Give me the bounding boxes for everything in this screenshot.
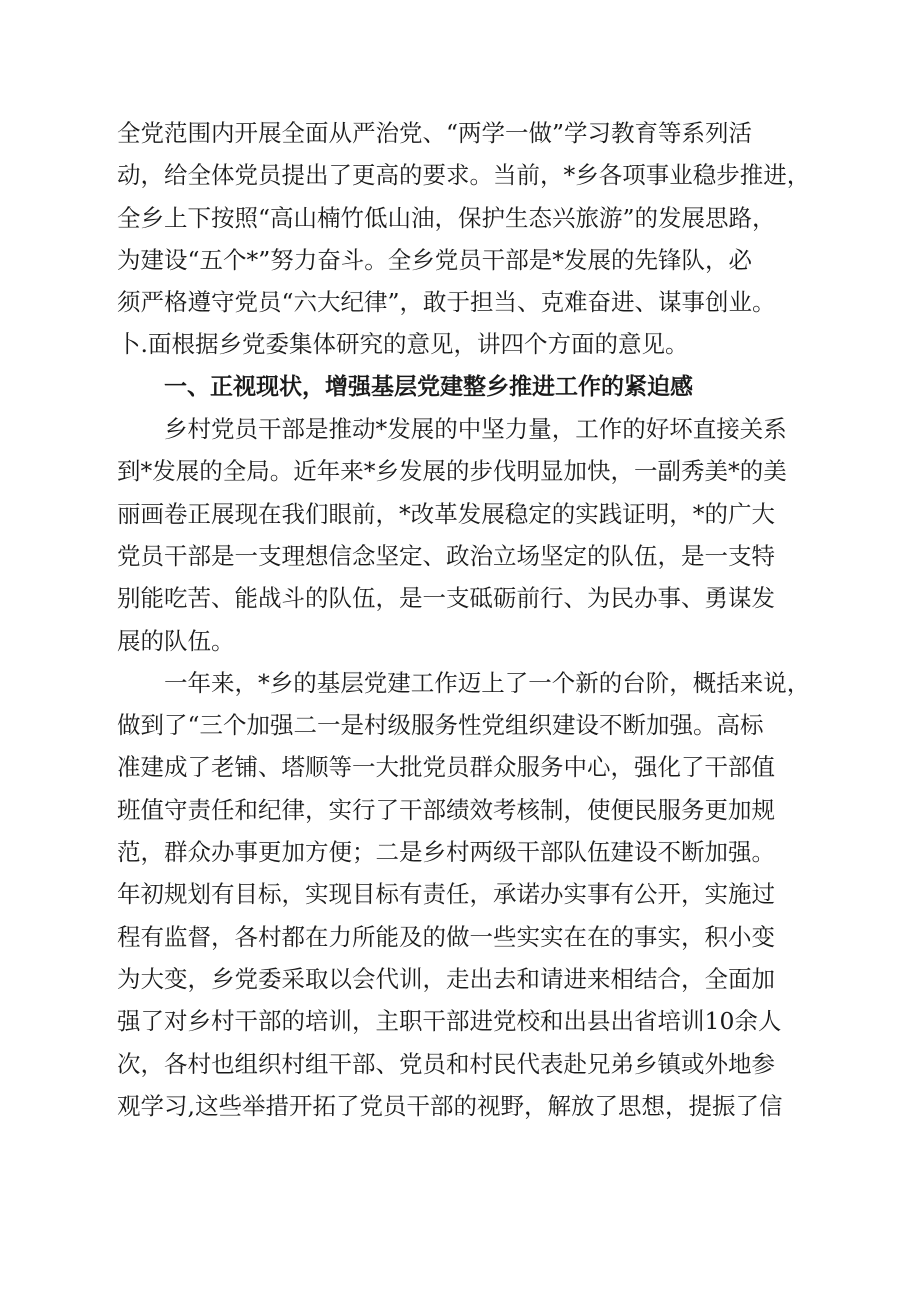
body-line: 到*发展的全局。近年来*乡发展的步伐明显加快，一副秀美*的美 [117, 457, 787, 486]
body-line: 党员干部是一支理想信念坚定、政治立场坚定的队伍，是一支特 [117, 541, 775, 570]
body-line: 全乡上下按照“高山楠竹低山油，保护生态兴旅游”的发展思路， [117, 203, 776, 232]
body-line: 动，给全体党员提出了更高的要求。当前，*乡各项事业稳步推进， [117, 161, 811, 190]
body-line: 别能吃苦、能战斗的队伍，是一支砥砺前行、为民办事、勇谋发 [117, 584, 775, 613]
body-line: 展的队伍。 [117, 626, 235, 655]
body-line: 年初规划有目标，实现目标有责任，承诺办实事有公开，实施过 [117, 880, 775, 909]
paragraph-first-line: 乡村党员干部是推动*发展的中坚力量，工作的好坏直接关系 [164, 415, 787, 444]
body-line: 准建成了老铺、塔顺等一大批党员群众服务中心，强化了干部值 [117, 753, 775, 782]
body-line: 卜.面根据乡党委集体研究的意见，讲四个方面的意见。 [117, 330, 689, 359]
body-line: 为大变，乡党委采取以会代训，走出去和请进来相结合，全面加 [117, 964, 775, 993]
paragraph-first-line: 一年来，*乡的基层党建工作迈上了一个新的台阶，概括来说， [164, 668, 811, 697]
body-line: 做到了“三个加强二一是村级服务性党组织建设不断加强。高标 [117, 711, 764, 740]
body-line: 须严格遵守党员“六大纪律”，敢于担当、克难奋进、谋事创业。 [117, 288, 776, 317]
body-line: 程有监督，各村都在力所能及的做一些实实在在的事实，积小变 [117, 922, 775, 951]
body-line: 全党范围内开展全面从严治党、“两学一做”学习教育等系列活 [117, 119, 753, 147]
document-body [117, 112, 811, 1127]
body-line: 班值守责任和纪律，实行了干部绩效考核制，使便民服务更加规 [117, 795, 775, 824]
body-line: 丽画卷正展现在我们眼前，*改革发展稳定的实践证明，*的广大 [117, 499, 775, 528]
body-line: 次，各村也组织村组干部、党员和村民代表赴兄弟乡镇或外地参 [117, 1049, 775, 1078]
body-line: 范，群众办事更加方便；二是乡村两级干部队伍建设不断加强。 [117, 838, 775, 867]
body-line: 观学习,这些举措开拓了党员干部的视野，解放了思想，提振了信 [117, 1091, 783, 1120]
section-heading: 一、正视现状，增强基层党建整乡推进工作的紧迫感 [164, 373, 693, 400]
body-line: 为建设“五个*”努力奋斗。全乡党员干部是*发展的先锋队，必 [117, 245, 753, 274]
body-line: 强了对乡村干部的培训，主职干部进党校和出县出省培训10余人 [117, 1007, 782, 1036]
